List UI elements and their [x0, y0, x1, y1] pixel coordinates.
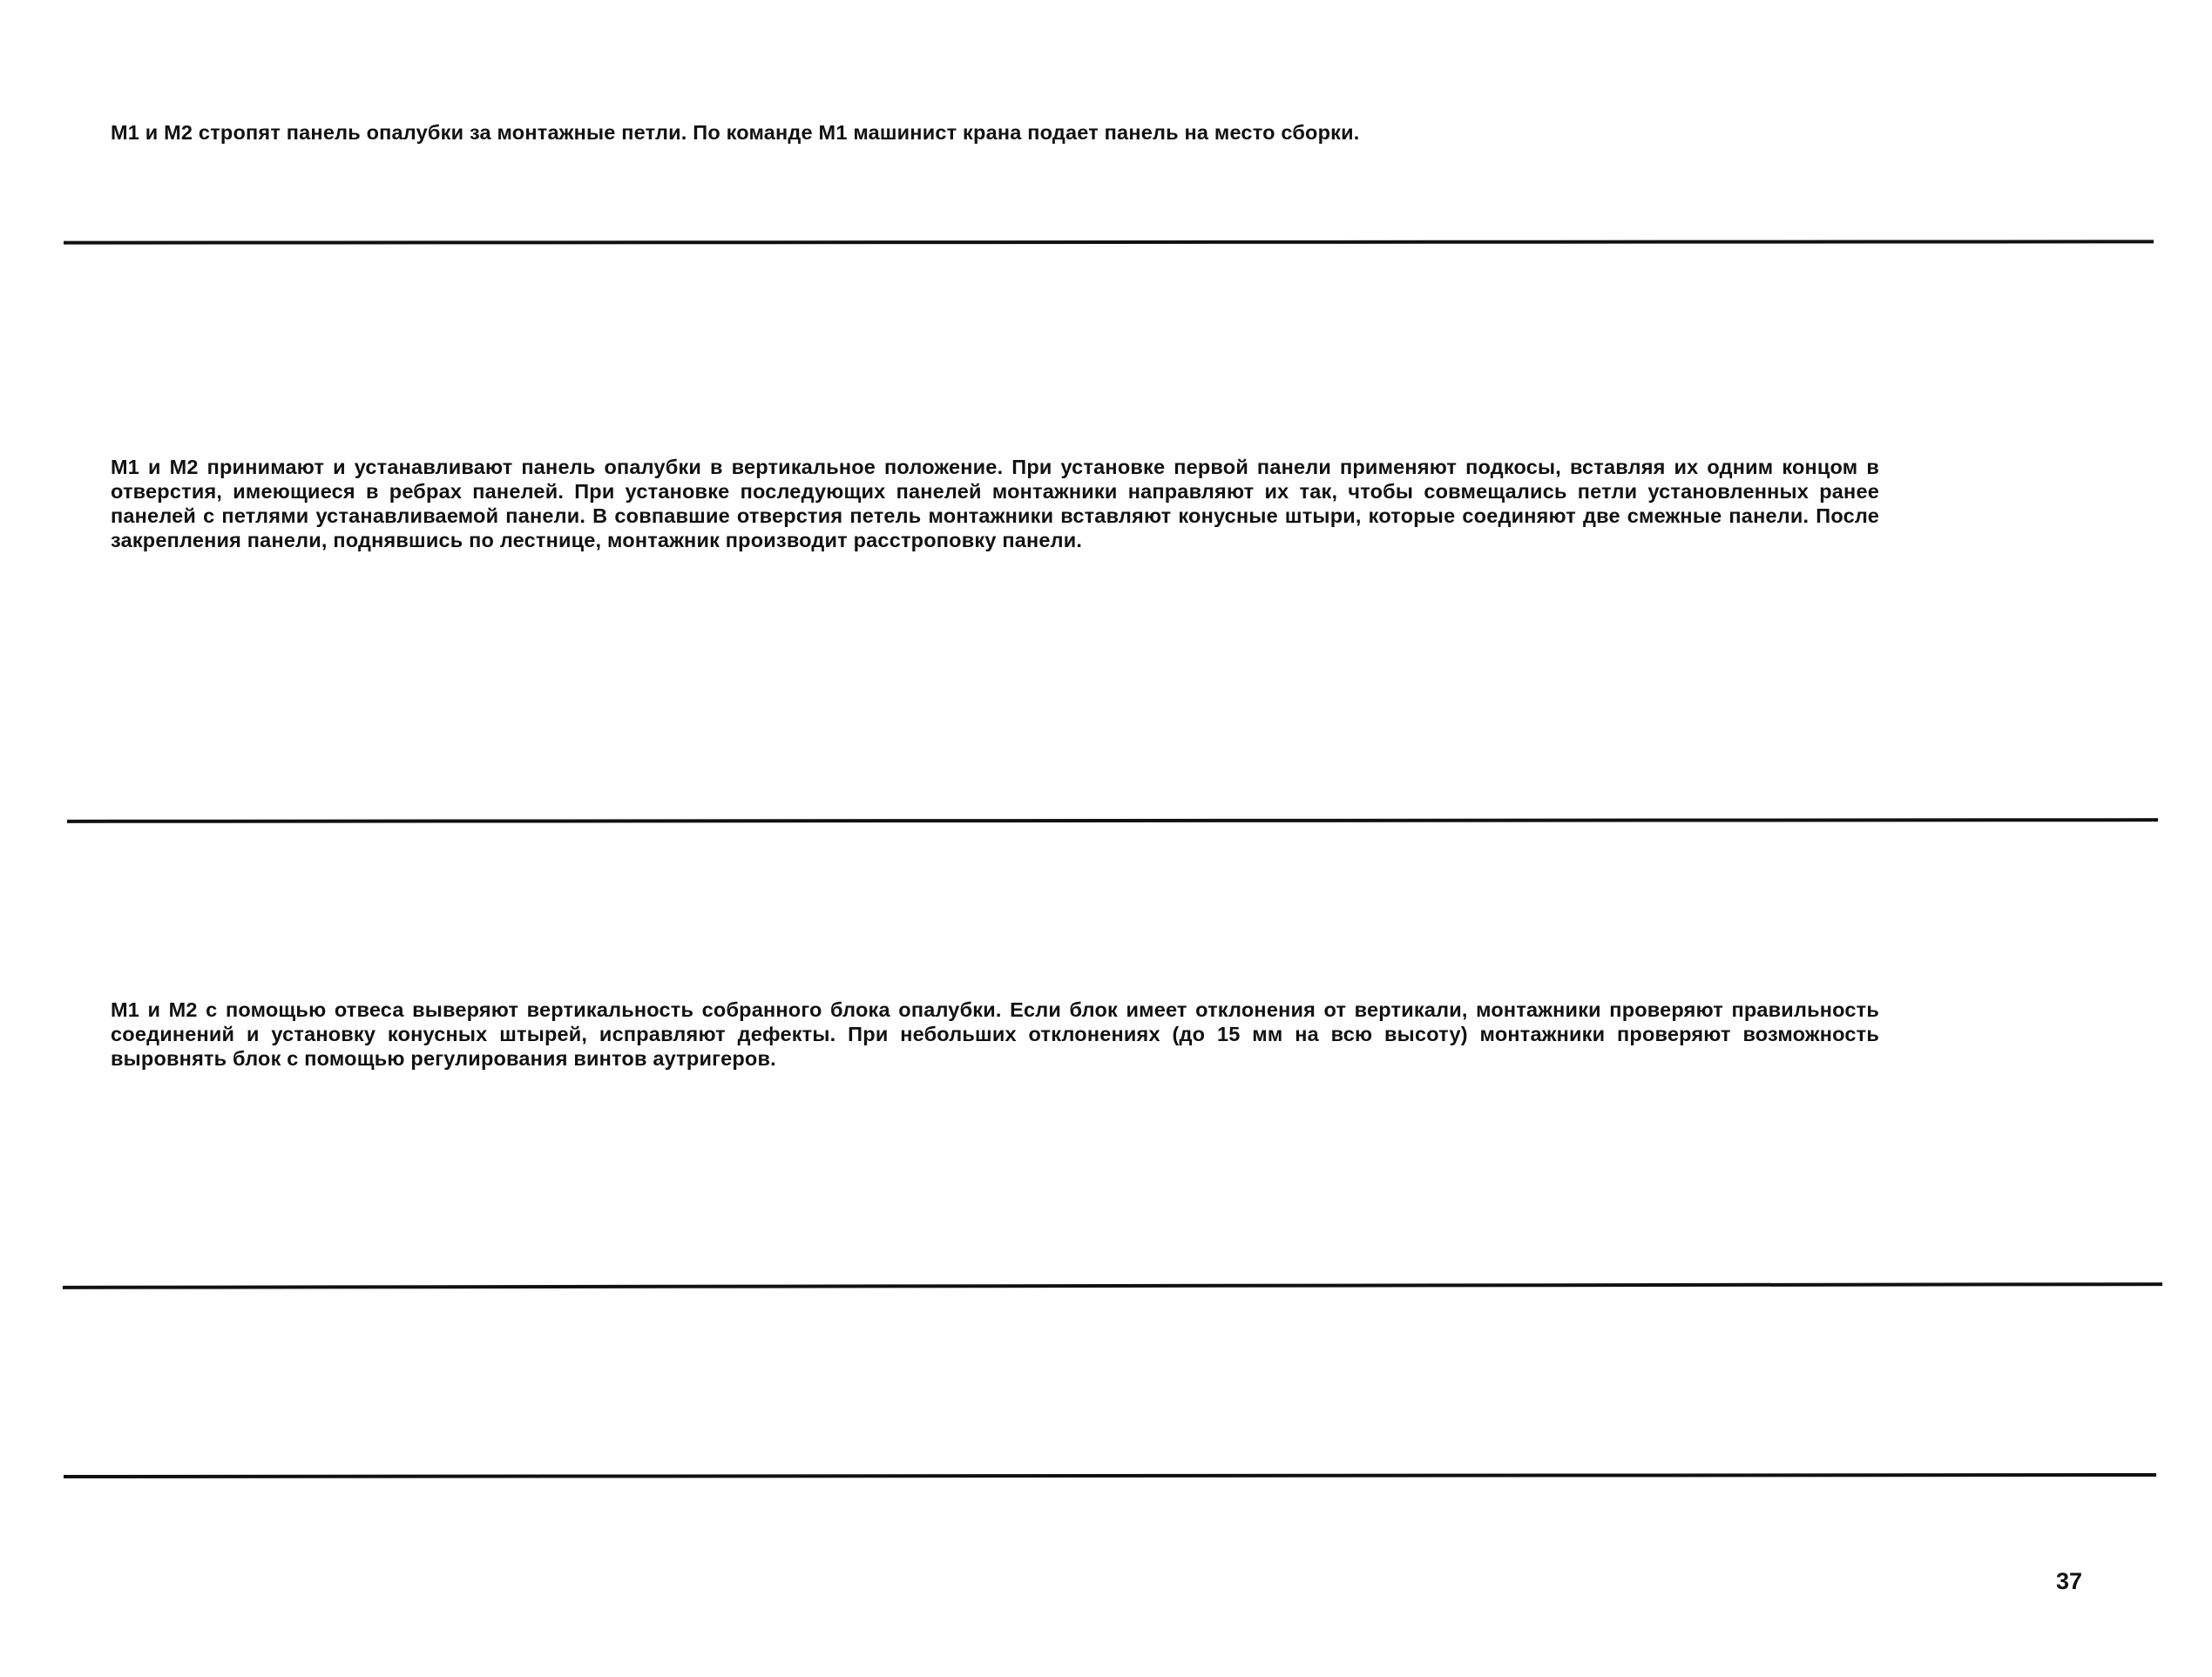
- section-divider: [64, 240, 2154, 244]
- paragraph-slinging: М1 и М2 стропят панель опалубки за монтажные петли. По команде М1 машинист крана подает панель на место сборки.: [111, 121, 1360, 144]
- section-divider: [64, 1473, 2156, 1478]
- page-number: 37: [2055, 1568, 2082, 1594]
- paragraph-alignment: М1 и М2 с помощью отвеса выверяют вертикальность собранного блока опалубки. Если блок имеет отклонения от вертикали, монтажники проверяют правильность соединений и установку конусных штырей, исправляют дефекты. При небольших отклонениях (до 15 мм на всю высоту) монтажники проверяют возможность выровнять блок с помощью регулирования винтов аутригеров.: [111, 998, 1879, 1070]
- section-divider: [63, 1282, 2162, 1289]
- paragraph-installation: М1 и М2 принимают и устанавливают панель опалубки в вертикальное положение. При установке первой панели применяют подкосы, вставляя их одним концом в отверстия, имеющиеся в ребрах панелей. При установке последующих панелей монтажники направляют их так, чтобы совмещались петли установленных ранее панелей с петлями устанавливаемой панели. В совпавшие отверстия петель монтажники вставляют конусные штыри, которые соединяют две смежные панели. После закрепления панели, поднявшись по лестнице, монтажник производит расстроповку панели.: [111, 456, 1879, 551]
- section-divider: [67, 818, 2158, 823]
